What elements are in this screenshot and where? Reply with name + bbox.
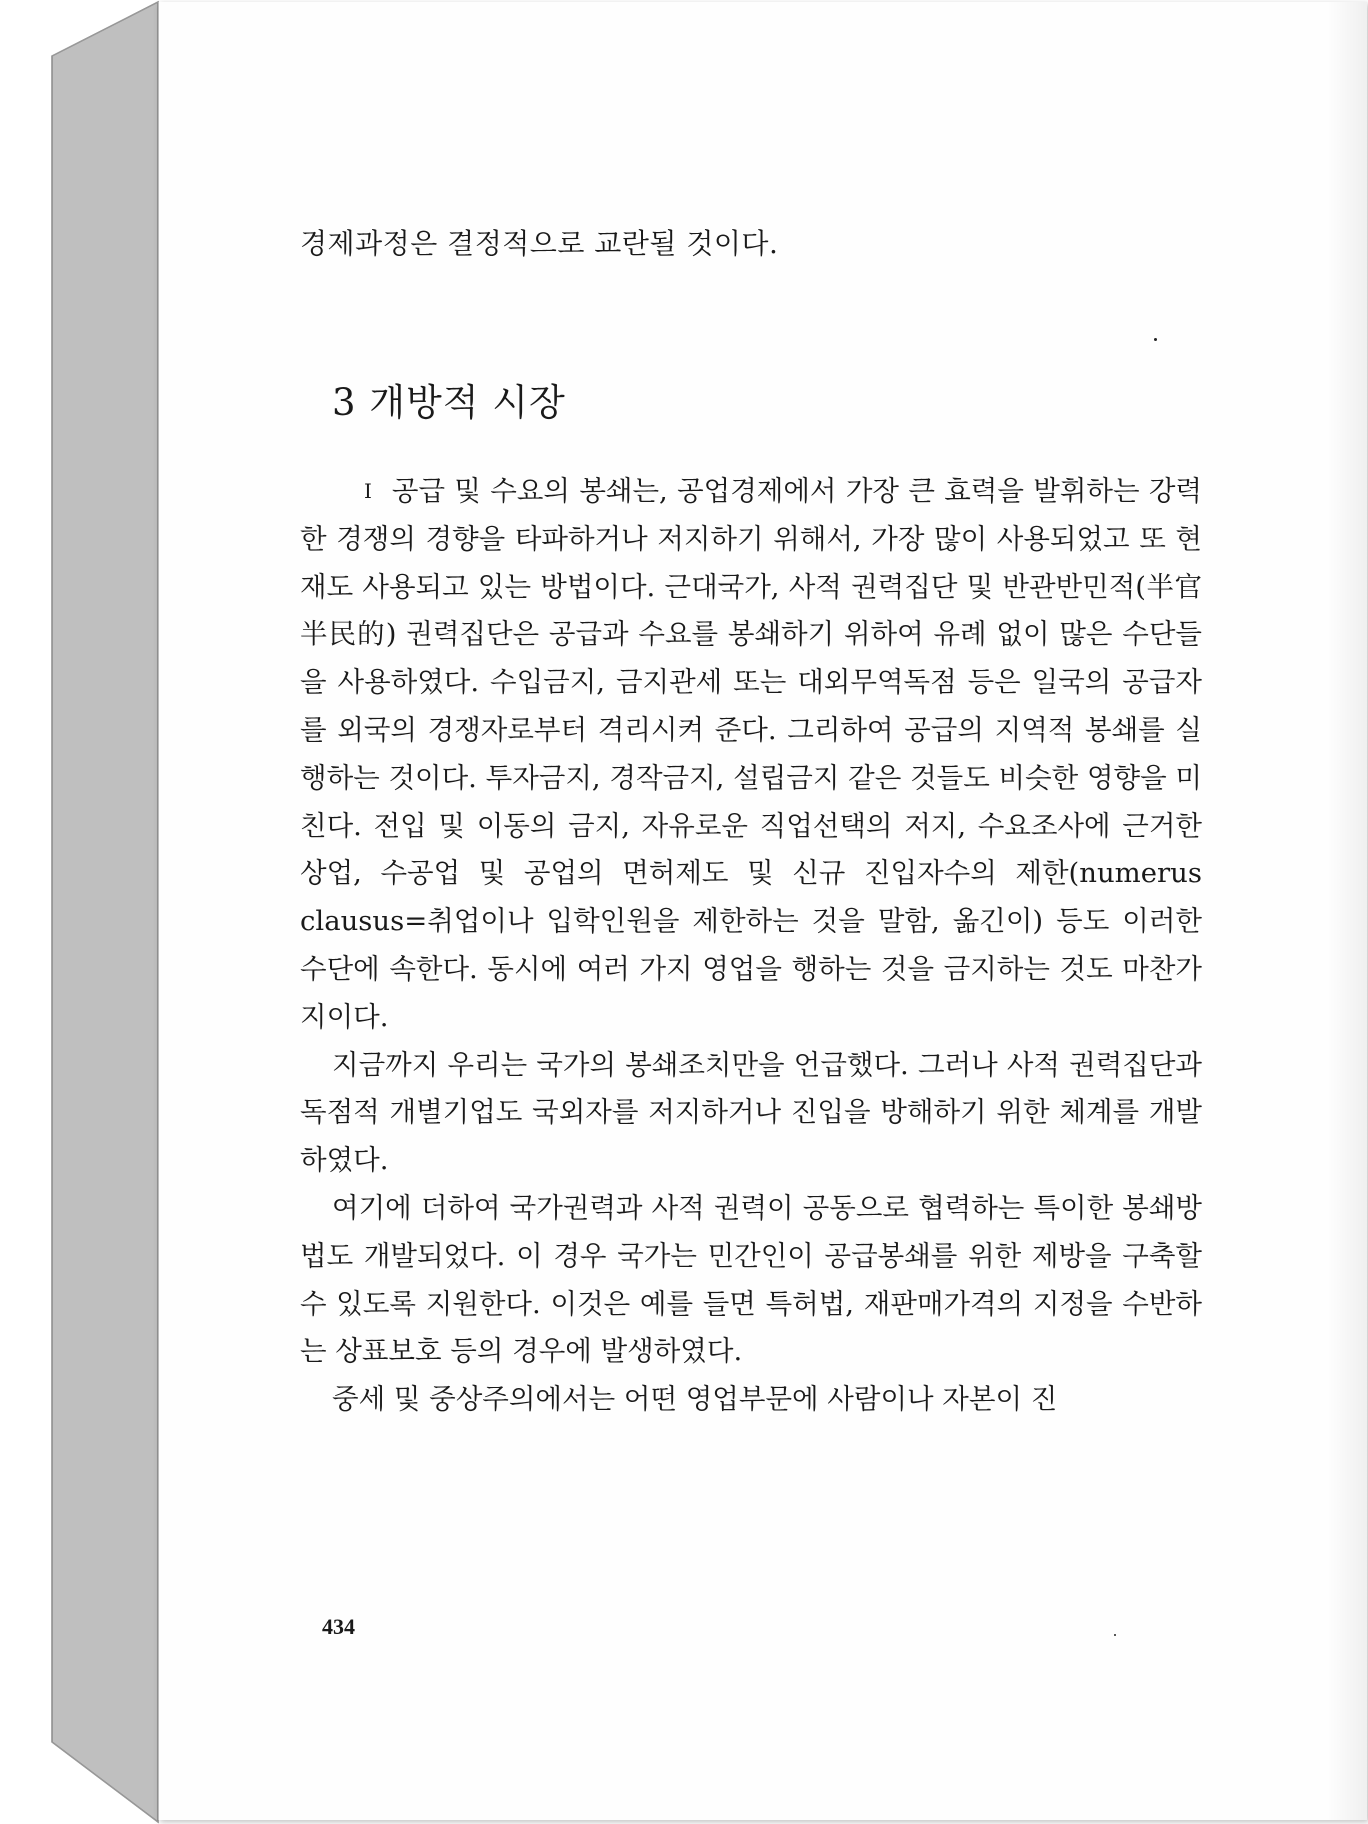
print-speck bbox=[1114, 1634, 1116, 1636]
page-edge-shade bbox=[1327, 2, 1367, 1820]
top-line-text: 경제과정은 결정적으로 교란될 것이다. bbox=[300, 227, 779, 260]
paragraph: 여기에 더하여 국가권력과 사적 권력이 공동으로 협력하는 특이한 봉쇄방법도 개발되었다. 이 경우 국가는 민간인이 공급봉쇄를 위한 제방을 구축할 수 있도록 지원한다. 이것은 예를 들면 특허법, 재판매가격의 지정을 수반하는 상표보호 등의 경우에 발생하였다. bbox=[300, 1191, 1202, 1368]
body-text bbox=[300, 468, 1202, 1424]
paragraph-text: 공급 및 수요의 봉쇄는, 공업경제에서 가장 큰 효력을 발휘하는 강력한 경쟁의 경향을 타파하거나 저지하기 위해서, 가장 많이 사용되었고 또 현재도 사용되고 있는 방법이다. 근대국가, 사적 권력집단 및 반관반민적(半官半民的) 권력집단은 공급과 수요를 봉쇄하기 위하여 유례 없이 많은 수단들을 사용하였다. 수입금지, 금지관세 또는 대외무역독점 등은 일국의 공급자를 외국의 경쟁자로부터 격리시켜 준다. 그리하여 공급의 지역적 봉쇄를 실행하는 것이다. 투자금지, 경작금지, 설립금지 같은 것들도 비슷한 영향을 미친다. 전입 및 이동의 금지, 자유로운 직업선택의 저지, 수요조사에 근거한 상업, 수공업 및 공업의 면허제도 및 신규 진입자수의 제한(numerus clausus=취업이나 입학인원을 제한하는 것을 말함, 옮긴이) 등도 이러한 수단에 속한다. 동시에 여러 가지 영업을 행하는 것을 금지하는 것도 마찬가지이다. bbox=[300, 475, 1202, 1033]
paragraph: 지금까지 우리는 국가의 봉쇄조치만을 언급했다. 그러나 사적 권력집단과 독점적 개별기업도 국외자를 저지하거나 진입을 방해하기 위한 체계를 개발하였다. bbox=[300, 1048, 1202, 1177]
paragraph bbox=[300, 468, 1202, 1042]
paragraph-marker: I bbox=[364, 479, 372, 503]
section-title: 3 개방적 시장 bbox=[332, 381, 566, 424]
page-number: 434 bbox=[322, 1614, 355, 1639]
paragraph: 중세 및 중상주의에서는 어떤 영업부문에 사람이나 자본이 진 bbox=[332, 1383, 1058, 1416]
print-speck bbox=[1154, 338, 1157, 341]
